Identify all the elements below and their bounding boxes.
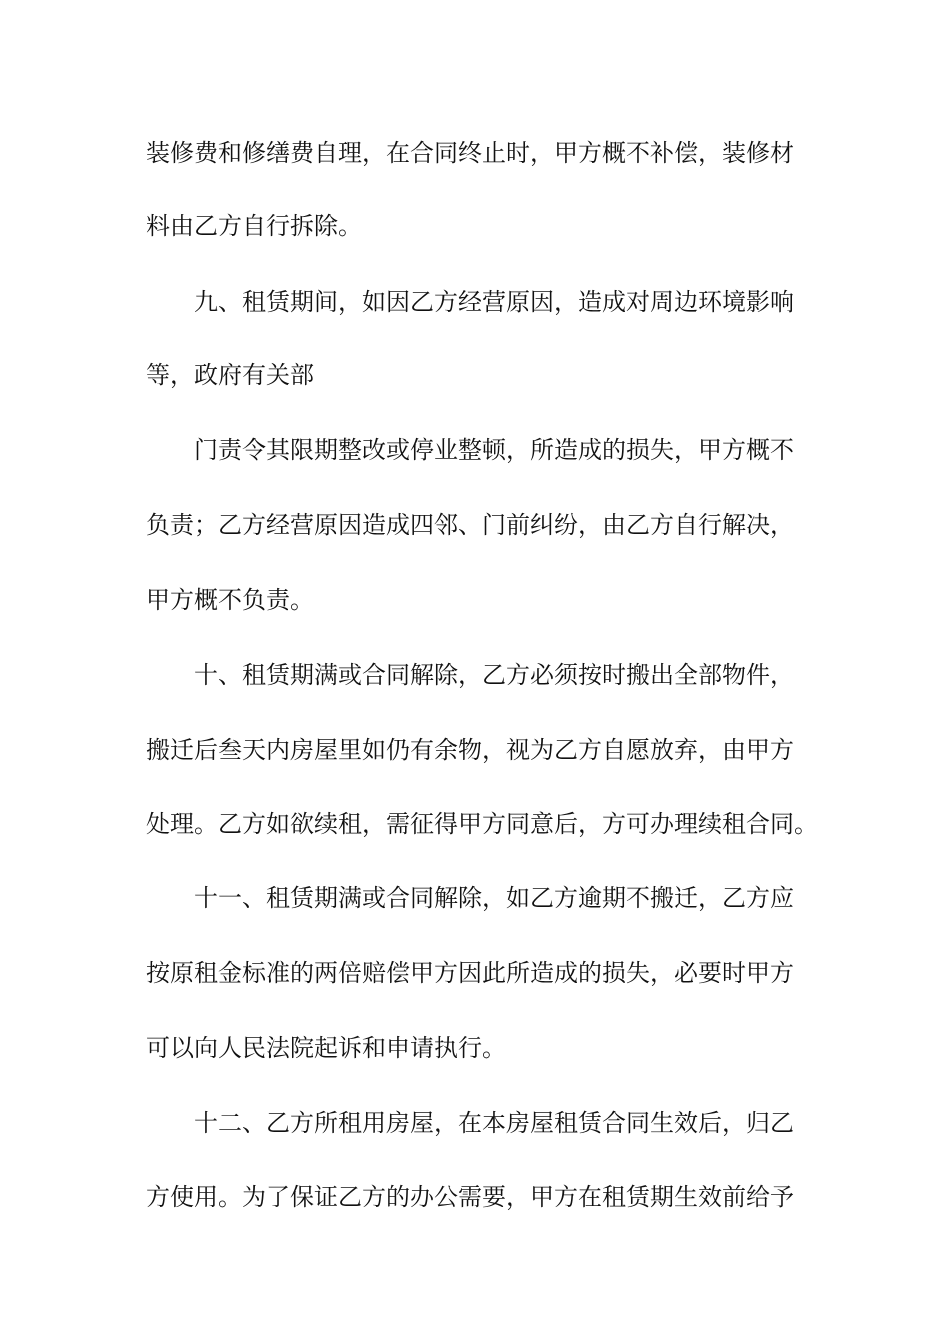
text-line: 等，政府有关部 xyxy=(146,361,314,389)
text-line: 十一、租赁期满或合同解除，如乙方逾期不搬迁，乙方应 xyxy=(194,884,794,912)
text-line: 搬迁后叁天内房屋里如仍有余物，视为乙方自愿放弃，由甲方 xyxy=(146,736,794,764)
text-line: 方使用。为了保证乙方的办公需要，甲方在租赁期生效前给予 xyxy=(146,1183,794,1211)
text-line: 按原租金标准的两倍赔偿甲方因此所造成的损失，必要时甲方 xyxy=(146,959,794,987)
text-line: 负责；乙方经营原因造成四邻、门前纠纷，由乙方自行解决， xyxy=(146,511,794,539)
text-line: 十、租赁期满或合同解除，乙方必须按时搬出全部物件， xyxy=(194,661,794,689)
text-line: 装修费和修缮费自理，在合同终止时，甲方概不补偿，装修材 xyxy=(146,139,794,167)
text-line: 门责令其限期整改或停业整顿，所造成的损失，甲方概不 xyxy=(194,436,794,464)
text-line: 可以向人民法院起诉和申请执行。 xyxy=(146,1034,506,1062)
text-line: 处理。乙方如欲续租，需征得甲方同意后，方可办理续租合同。 xyxy=(146,810,818,838)
text-line: 十二、乙方所租用房屋，在本房屋租赁合同生效后，归乙 xyxy=(194,1109,794,1137)
text-line: 料由乙方自行拆除。 xyxy=(146,212,362,240)
text-line: 甲方概不负责。 xyxy=(146,586,314,614)
text-line: 九、租赁期间，如因乙方经营原因，造成对周边环境影响 xyxy=(194,288,794,316)
